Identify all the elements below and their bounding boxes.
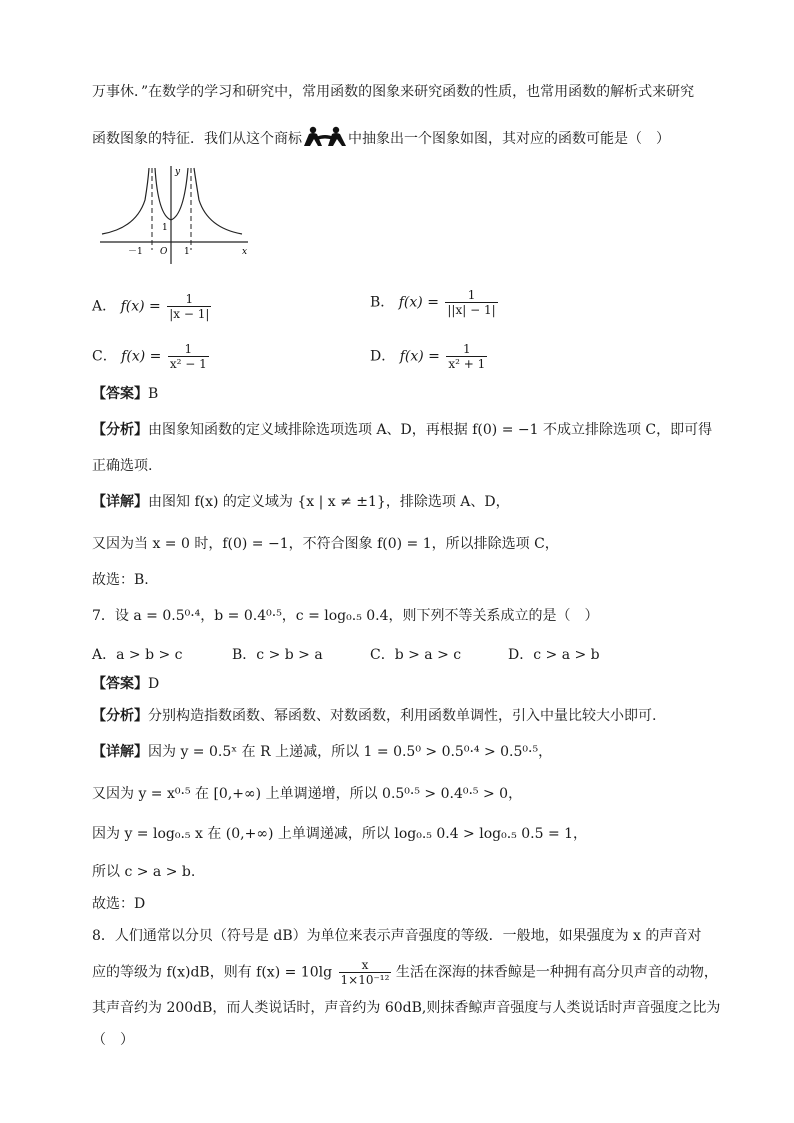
option-c-lhs: f(x) = <box>121 348 162 365</box>
q7-option-b[interactable]: B．c > b > a <box>232 647 323 663</box>
q8-line1: 8．人们通常以分贝（符号是 dB）为单位来表示声音强度的等级．一般地，如果强度为 x 的声音对 <box>92 928 702 944</box>
q7-detail-line2: 又因为 y = x⁰·⁵ 在 [0,+∞) 上单调递增，所以 0.5⁰·⁵ > 0.4⁰·⁵ > 0， <box>92 786 523 802</box>
q7-conclusion: 故选：D <box>92 896 146 912</box>
q6-text-line1: 万事休．”在数学的学习和研究中，常用函数的图象来研究函数的性质，也常用函数的解析式来研究 <box>92 84 695 100</box>
option-b-label: B． <box>370 294 395 311</box>
q6-answer: 【答案】B <box>92 386 159 402</box>
option-c[interactable] <box>92 342 209 371</box>
q7-detail-line3: 因为 y = log₀.₅ x 在 (0,+∞) 上单调递减，所以 log₀.₅ 0.4 > log₀.₅ 0.5 = 1， <box>92 826 588 842</box>
q6-line2-after: 中抽象出一个图象如图，其对应的函数可能是（ ） <box>348 131 670 147</box>
function-graph <box>96 160 256 268</box>
option-c-fraction: $\frac{1}{\text{x² − 1}}$ <box>169 342 207 371</box>
option-a-fraction: $\frac{1}{|x - 1|}$ <box>169 292 210 321</box>
q6-conclusion: 故选：B. <box>92 572 149 588</box>
option-d-fraction: $\frac{1}{\text{x² + 1}}$ <box>448 342 486 371</box>
tick-1: 1 <box>184 247 190 257</box>
tick-neg1: －1 <box>128 247 143 257</box>
q8-fraction: $\frac{x}{\text{1×10⁻¹²}}$ <box>340 958 390 987</box>
option-a[interactable] <box>92 292 211 321</box>
q8-line3: 其声音约为 200dB，而人类说话时，声音约为 60dB,则抹香鲸声音强度与人类说话时声音强度之比为 <box>92 1000 721 1016</box>
q8-line4: （ ） <box>92 1032 134 1048</box>
option-d-lhs: f(x) = <box>399 348 440 365</box>
option-b[interactable] <box>370 288 498 317</box>
q6-detail-line2: 又因为当 x = 0 时，f(0) = −1，不符合图象 f(0) = 1，所以排除选项 C， <box>92 536 559 552</box>
option-a-label: A． <box>92 298 117 315</box>
q6-text-line2 <box>92 124 670 154</box>
q6-detail-line1: 【详解】由图知 f(x) 的定义域为 {x | x ≠ ±1}，排除选项 A、D， <box>92 494 510 510</box>
option-b-fraction: $\frac{1}{||x| - 1|}$ <box>447 288 496 317</box>
kappa-logo-icon <box>302 124 348 154</box>
q7-detail-line4: 所以 c > a > b. <box>92 864 196 880</box>
q7-stem: 7．设 a = 0.5⁰·⁴，b = 0.4⁰·⁵，c = log₀.₅ 0.4，则下列不等关系成立的是（ ） <box>92 608 599 624</box>
y-axis-label: y <box>175 167 181 177</box>
q7-option-a[interactable]: A．a > b > c <box>92 647 183 663</box>
curve-left-branch <box>102 168 149 234</box>
q7-analysis: 【分析】分别构造指数函数、幂函数、对数函数，利用函数单调性，引入中量比较大小即可. <box>92 708 657 724</box>
curve-right-branch <box>194 168 242 234</box>
option-a-lhs: f(x) = <box>120 298 161 315</box>
option-b-lhs: f(x) = <box>398 294 439 311</box>
q7-option-d[interactable]: D．c > a > b <box>508 647 600 663</box>
q7-detail-line1: 【详解】因为 y = 0.5ˣ 在 R 上递减，所以 1 = 0.5⁰ > 0.5⁰·⁴ > 0.5⁰·⁵， <box>92 744 553 760</box>
q6-analysis-line1: 【分析】由图象知函数的定义域排除选项选项 A、D，再根据 f(0) = −1 不成立排除选项 C，即可得 <box>92 422 713 438</box>
q6-analysis-line2: 正确选项. <box>92 458 153 474</box>
option-d-label: D． <box>370 348 396 365</box>
q7-option-c[interactable]: C．b > a > c <box>370 647 462 663</box>
y-tick-1: 1 <box>162 223 168 233</box>
x-axis-label: x <box>242 247 248 257</box>
option-c-label: C． <box>92 348 117 365</box>
option-d[interactable] <box>370 342 487 371</box>
q7-answer: 【答案】D <box>92 676 160 692</box>
q6-line2-before: 函数图象的特征．我们从这个商标 <box>92 131 302 147</box>
tick-origin: O <box>160 247 168 257</box>
q8-line2: 应的等级为 f(x)dB，则有 f(x) = 10lg $\frac{x}{\text{1×10⁻¹²}}$ 生活在深海的抹香鲸是一种拥有高分贝声音的动物， <box>92 958 718 987</box>
